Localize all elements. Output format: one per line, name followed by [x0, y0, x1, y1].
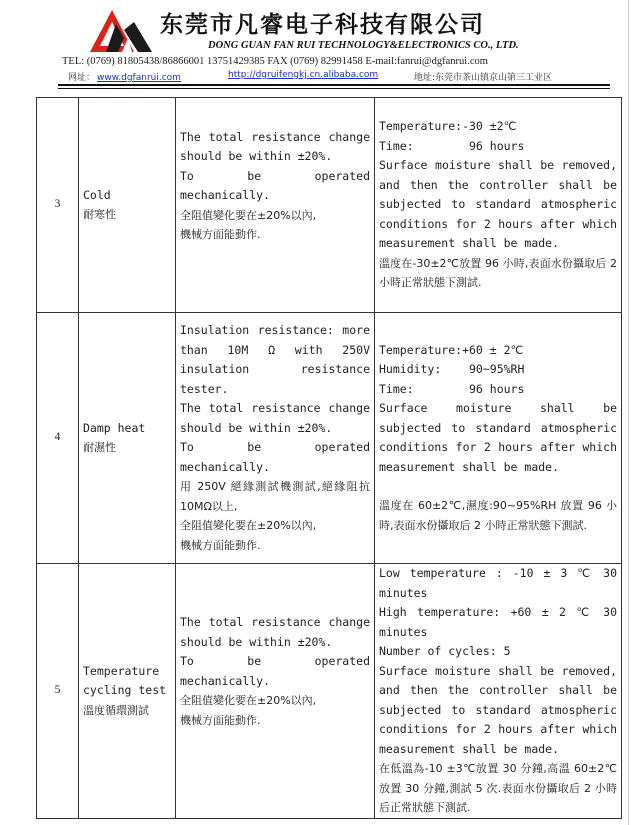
- alibaba-link[interactable]: http://dgruifengkj.cn.alibaba.com: [228, 70, 379, 80]
- requirement-line: 機械方面能動作.: [180, 538, 261, 552]
- requirement-line: 全阻值變化要在±20%以內,: [180, 208, 317, 222]
- requirement-line: Insulation resistance: more than 10M Ω with 250V insulation resistance tester.: [180, 323, 377, 396]
- company-name-en: DONG GUAN FAN RUI TECHNOLOGY&ELECTRONICS CO., LTD.: [208, 40, 519, 51]
- test-item-cn: 溫度循環測試: [83, 703, 149, 717]
- contact-line: TEL: (0769) 81805438/86866001 13751429385 FAX (0769) 82991458 E-mail:fanrui@dgfanrui.com: [62, 56, 488, 67]
- condition-line: Humidity: 90~95%RH: [379, 362, 525, 377]
- row-number: 4: [37, 313, 79, 564]
- condition-line: Temperature:+60 ± 2℃: [379, 342, 524, 357]
- test-item: [79, 564, 176, 819]
- test-item-en: Cold: [83, 187, 111, 202]
- test-item-cn: 耐濕性: [83, 441, 116, 454]
- condition-line: Surface moisture shall be removed, and then the controller shall be subjected to standard atmospheric conditions for 2 hours after which measurement shall be made.: [379, 158, 624, 251]
- letterhead: [0, 0, 638, 92]
- test-item-en: Damp heat: [83, 420, 146, 435]
- condition-line: Time: 96 hours: [379, 138, 525, 153]
- condition-line: Low temperature : -10 ± 3 ℃ 30 minutes: [379, 566, 624, 600]
- conditions-cell: [375, 564, 622, 819]
- requirement-line: 機械方面能動作.: [180, 713, 261, 727]
- conditions-cell: [375, 313, 622, 564]
- condition-line: Surface moisture shall be removed, and then the controller shall be subjected to standard atmospheric conditions for 2 hours after which measurement shall be made.: [379, 663, 624, 756]
- requirements-cell: [176, 313, 375, 564]
- table-row: [37, 313, 622, 564]
- requirements-cell: [176, 564, 375, 819]
- requirement-line: 全阻值變化要在±20%以內,: [180, 694, 317, 708]
- condition-line: 溫度在 60±2℃,濕度:90~95%RH 放置 96 小時,表面水份攝取后 2 小時正常狀態下測試.: [379, 499, 617, 532]
- conditions-cell: [375, 98, 622, 313]
- requirement-line: The total resistance change should be within ±20%.: [180, 129, 377, 163]
- condition-line: Number of cycles: 5: [379, 644, 511, 658]
- condition-line: 溫度在-30±2℃放置 96 小時,表面水份攝取后 2 小時正常狀態下測試.: [379, 256, 621, 290]
- company-logo: [88, 8, 154, 54]
- condition-line: Time: 96 hours: [379, 381, 525, 396]
- requirement-line: To be operated mechanically.: [180, 168, 377, 202]
- requirement-line: The total resistance change should be within ±20%.: [180, 615, 377, 649]
- requirement-line: The total resistance change should be within ±20%.: [180, 401, 377, 435]
- requirement-line: To be operated mechanically.: [180, 654, 377, 688]
- address: 地址:东莞市茶山镇京山第三工业区: [414, 73, 553, 83]
- condition-line: 在低溫為-10 ±3℃放置 30 分鐘,高溫 60±2℃放置 30 分鐘,測試 5 次.表面水份攝取后 2 小時后正常狀態下測試.: [379, 762, 617, 814]
- header-rule-thick: [58, 84, 610, 86]
- requirement-line: 用 250V 絕緣測試機測試,絕緣阻抗 10MΩ以上,: [180, 480, 374, 513]
- condition-line: High temperature: +60 ± 2 ℃ 30 minutes: [379, 605, 624, 639]
- table-row: [37, 98, 622, 313]
- test-item: [79, 98, 176, 313]
- website-link[interactable]: www.dgfanrui.com: [97, 73, 181, 83]
- website-line: [68, 70, 628, 83]
- row-number: 5: [37, 564, 79, 819]
- header-rule-thin: [58, 88, 610, 89]
- table-row: [37, 564, 622, 819]
- requirement-line: 機械方面能動作.: [180, 228, 261, 241]
- website-label: 网址：: [68, 73, 96, 83]
- company-name-cn: 东莞市凡睿电子科技有限公司: [160, 12, 485, 38]
- condition-line: Temperature:-30 ±2℃: [379, 119, 517, 134]
- requirements-cell: [176, 98, 375, 313]
- test-item-cn: 耐寒性: [83, 208, 116, 221]
- page-edge: [628, 0, 629, 825]
- row-number: 3: [37, 98, 79, 313]
- requirement-line: To be operated mechanically.: [180, 440, 377, 474]
- test-spec-table: [36, 97, 622, 819]
- test-item: [79, 313, 176, 564]
- requirement-line: 全阻值變化要在±20%以內,: [180, 519, 317, 532]
- condition-line: Surface moisture shall be subjected to standard atmospheric conditions for 2 hours after which measurement shall be made.: [379, 401, 624, 474]
- test-item-en: Temperature cycling test: [83, 663, 167, 697]
